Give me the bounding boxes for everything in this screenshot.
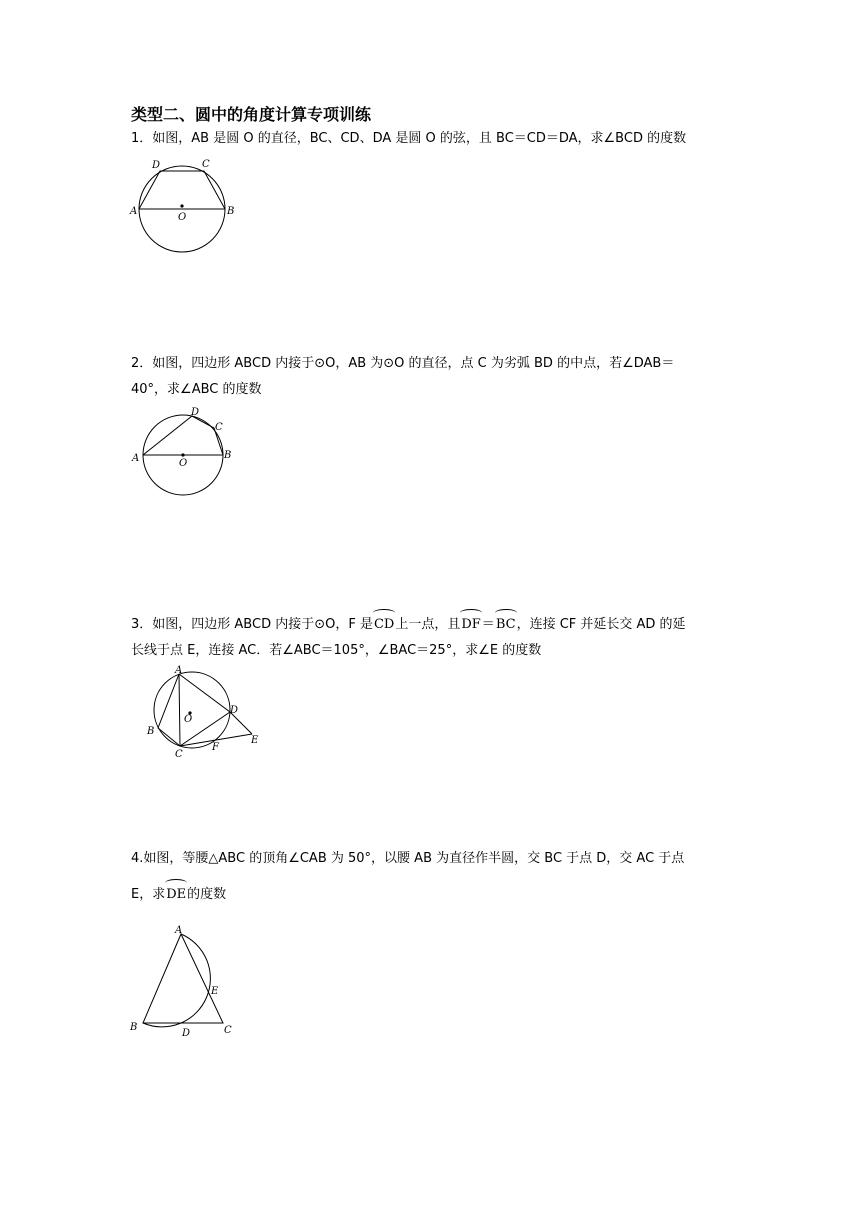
label-C: C bbox=[202, 159, 210, 170]
label-D: D bbox=[182, 1028, 191, 1039]
problem-4-text-b: 的度数 bbox=[187, 887, 227, 902]
label-E: E bbox=[211, 986, 219, 997]
label-D: D bbox=[191, 407, 200, 418]
problem-3-text-a: 3．如图，四边形 ABCD 内接于⊙O，F 是 bbox=[131, 617, 373, 632]
problem-4 bbox=[131, 846, 731, 908]
label-E: E bbox=[251, 735, 259, 746]
label-C: C bbox=[175, 749, 183, 760]
problem-3-eq: ＝ bbox=[481, 617, 495, 632]
label-D: D bbox=[230, 705, 239, 716]
problem-4-line-1: 4.如图，等腰△ABC 的顶角∠CAB 为 50°，以腰 AB 为直径作半圆，交 BC 于点 D，交 AC 于点 bbox=[131, 851, 685, 866]
figure-2 bbox=[128, 400, 238, 500]
problem-2 bbox=[131, 351, 731, 403]
label-O: O bbox=[179, 458, 188, 469]
figure-4 bbox=[125, 920, 240, 1040]
label-O: O bbox=[184, 714, 193, 725]
label-O: O bbox=[178, 212, 187, 223]
problem-1 bbox=[131, 126, 731, 152]
label-B: B bbox=[130, 1022, 138, 1033]
label-A: A bbox=[175, 665, 183, 676]
problem-4-text-a: E，求 bbox=[131, 887, 166, 902]
label-A: A bbox=[132, 453, 140, 464]
label-B: B bbox=[227, 206, 235, 217]
figure-3 bbox=[140, 665, 265, 760]
arc-CD: CD bbox=[373, 612, 395, 638]
problem-2-line-2: 40°，求∠ABC 的度数 bbox=[131, 382, 262, 397]
arc-BC: BC bbox=[495, 612, 517, 638]
label-A: A bbox=[130, 206, 138, 217]
label-F: F bbox=[212, 742, 219, 753]
label-B: B bbox=[147, 726, 155, 737]
label-D: D bbox=[152, 160, 161, 171]
label-A: A bbox=[175, 925, 183, 936]
label-B: B bbox=[224, 450, 232, 461]
problem-4-line-2 bbox=[131, 882, 731, 908]
page-title: 类型二、圆中的角度计算专项训练 bbox=[131, 105, 372, 124]
problem-3-line-1 bbox=[131, 612, 731, 638]
problem-3-text-b: 上一点，且 bbox=[395, 617, 461, 632]
arc-DE: DE bbox=[165, 882, 187, 908]
figure-1 bbox=[128, 155, 243, 255]
label-C: C bbox=[215, 422, 223, 433]
problem-1-text: 1．如图，AB 是圆 O 的直径，BC、CD、DA 是圆 O 的弦，且 BC＝CD＝DA，求∠BCD 的度数 bbox=[131, 131, 687, 146]
problem-3-text-c: ，连接 CF 并延长交 AD 的延 bbox=[516, 617, 686, 632]
problem-3 bbox=[131, 612, 731, 664]
problem-2-line-1: 2．如图，四边形 ABCD 内接于⊙O，AB 为⊙O 的直径，点 C 为劣弧 BD 的中点，若∠DAB＝ bbox=[131, 356, 675, 371]
label-C: C bbox=[224, 1025, 232, 1036]
arc-DF: DF bbox=[460, 612, 481, 638]
problem-3-line-2: 长线于点 E，连接 AC．若∠ABC＝105°，∠BAC＝25°，求∠E 的度数 bbox=[131, 643, 542, 658]
